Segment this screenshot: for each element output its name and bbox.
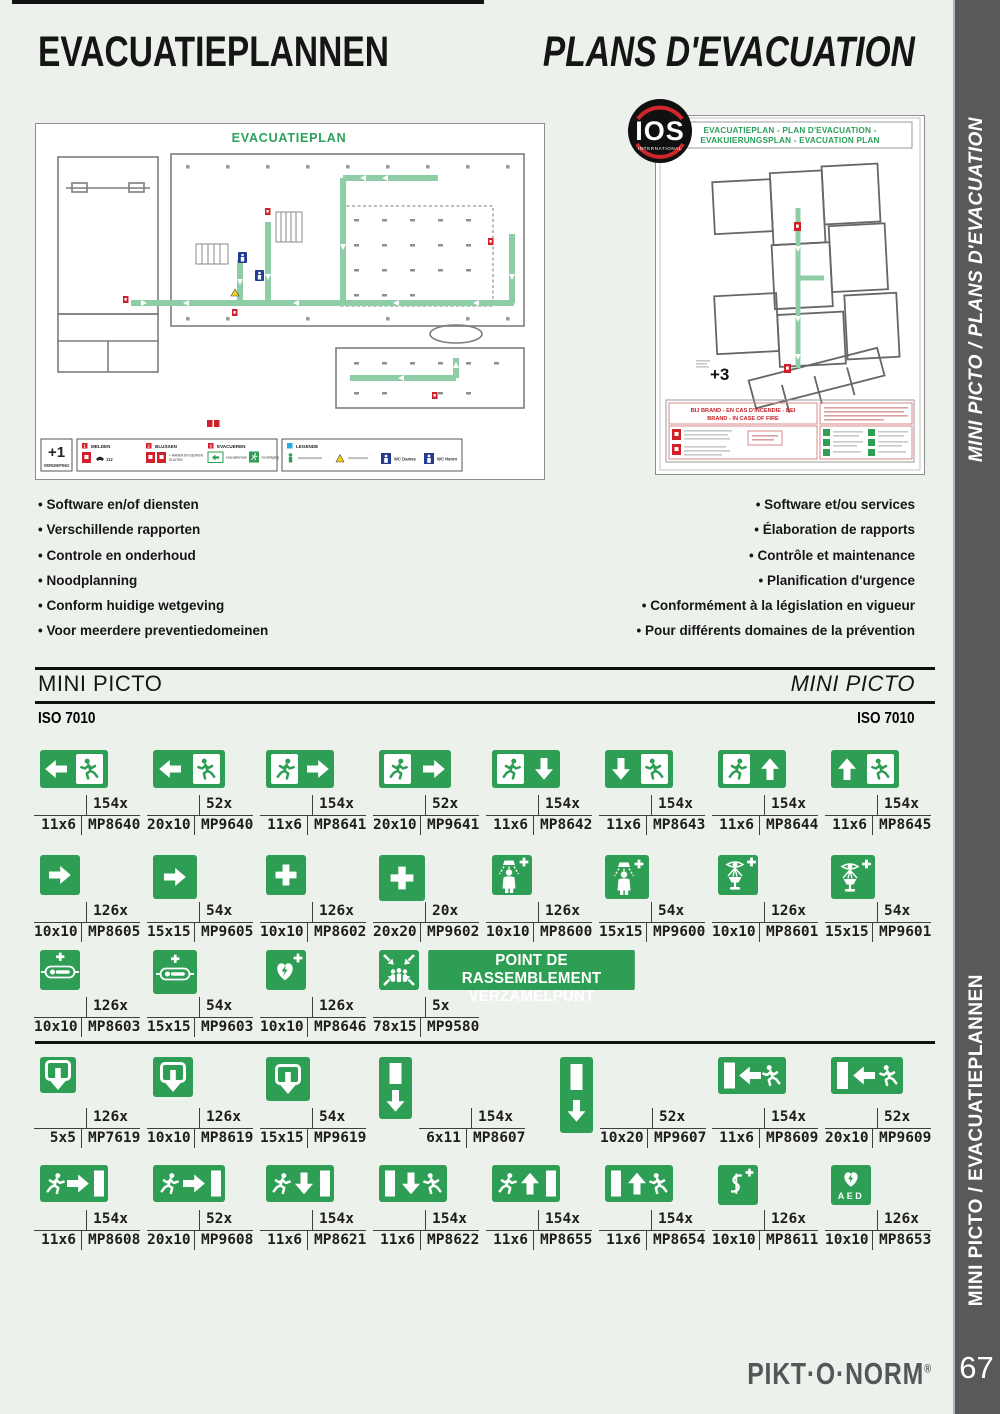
size: 20x10	[147, 1232, 191, 1248]
feature-item: • Software et/ou services	[636, 492, 915, 517]
floor-number: +1	[47, 444, 66, 461]
arrow-left-exit-man-icon	[40, 750, 108, 788]
picto-label	[34, 1108, 140, 1148]
product-code: MP8600	[533, 923, 592, 942]
product-code: MP8646	[307, 1018, 366, 1037]
picto-mp8641	[266, 750, 376, 833]
picto-mp8609	[718, 1057, 828, 1146]
multilingual-evacuation-plan-drawing	[656, 116, 924, 474]
product-code: MP8608	[81, 1231, 140, 1250]
picto-mp8644	[718, 750, 828, 833]
picto-label	[147, 1108, 253, 1148]
product-code: MP9603	[194, 1018, 253, 1037]
size: 10x10	[260, 924, 304, 940]
product-code: MP8602	[307, 923, 366, 942]
iso-standard-label: ISO 7010	[38, 710, 96, 727]
picto-label	[260, 1108, 366, 1148]
quantity: 126x	[538, 902, 580, 922]
sidebar-label-top: MINI PICTO / PLANS D'EVACUATION	[965, 117, 987, 463]
quantity: 126x	[86, 902, 128, 922]
picto-mp8654	[605, 1165, 715, 1248]
features-list-french	[636, 492, 915, 644]
size: 11x6	[267, 817, 302, 833]
picto-mp8619	[147, 1057, 263, 1146]
picto-mp9619	[260, 1057, 376, 1146]
product-code: MP8653	[872, 1231, 931, 1250]
emergency-number: 112	[106, 457, 113, 462]
picto-mp8645	[831, 750, 941, 833]
size: 11x6	[41, 817, 76, 833]
banner-line-french: POINT DE RASSEMBLEMENT	[461, 952, 602, 987]
picto-label	[600, 1108, 706, 1148]
product-code: MP8601	[759, 923, 818, 942]
size: 15x15	[147, 924, 191, 940]
print-mark	[12, 0, 484, 4]
picto-mp9607	[560, 1057, 707, 1146]
picto-mp9601	[825, 855, 941, 940]
picto-label	[599, 902, 705, 942]
ios-logo-subtext: INTERNATIONAL	[637, 146, 683, 151]
assembly-point-banner	[428, 950, 635, 1005]
quantity: 54x	[199, 997, 232, 1017]
section-divider-top	[35, 667, 935, 670]
picto-mp9602	[373, 855, 489, 940]
arrow-down-exit-man-icon	[605, 750, 673, 788]
quantity: 52x	[877, 1108, 910, 1128]
size: 20x20	[373, 924, 417, 940]
door-arrow-down-icon	[379, 1057, 412, 1119]
picto-mp8603	[34, 950, 150, 1035]
plan-header-line1: EVACUATIEPLAN - PLAN D'EVACUATION -	[703, 126, 877, 135]
quantity: 154x	[538, 1210, 580, 1230]
iso-standard-label: ISO 7010	[857, 710, 915, 727]
feature-item: • Élaboration de rapports	[636, 517, 915, 542]
arrow-right-icon	[40, 855, 80, 895]
product-code: MP8619	[194, 1129, 253, 1148]
quantity: 54x	[312, 1108, 345, 1128]
page-number: 67	[959, 1350, 994, 1385]
quantity: 52x	[199, 1210, 232, 1230]
step-label-evacueren: EVACUEREN	[217, 444, 246, 449]
picto-mp8608	[40, 1165, 150, 1248]
quantity: 154x	[471, 1108, 513, 1128]
evacuation-floorplan-drawing	[36, 124, 544, 479]
picto-mp8622	[379, 1165, 489, 1248]
quantity: 126x	[877, 1210, 919, 1230]
quantity: 126x	[86, 1108, 128, 1128]
picto-label	[34, 1210, 140, 1250]
man-arrow-right-door-icon	[40, 1165, 108, 1202]
svg-text:1: 1	[83, 443, 86, 449]
quantity: 54x	[199, 902, 232, 922]
picto-label	[373, 902, 479, 942]
quantity: 154x	[86, 1210, 128, 1230]
feature-item: • Contrôle et maintenance	[636, 543, 915, 568]
aed-icon	[831, 1165, 871, 1205]
svg-text:2: 2	[147, 443, 150, 449]
product-code: MP8603	[81, 1018, 140, 1037]
door-arrow-down-man-icon	[379, 1165, 447, 1202]
feature-item: • Voor meerdere preventiedomeinen	[38, 618, 268, 643]
product-code: MP8644	[759, 816, 818, 835]
size: 78x15	[373, 1019, 417, 1035]
ios-international-logo	[626, 97, 694, 165]
man-arrow-right-door-icon	[153, 1165, 225, 1202]
size: 10x10	[34, 1019, 78, 1035]
size: 15x15	[825, 924, 869, 940]
picto-mp9605	[147, 855, 263, 940]
plan-header-line2: EVAKUIERUNGSPLAN - EVACUATION PLAN	[700, 136, 880, 145]
break-glass-icon	[40, 1057, 76, 1093]
product-code: MP9602	[420, 923, 479, 942]
man-arrow-down-door-icon	[266, 1165, 334, 1202]
quantity: 126x	[86, 997, 128, 1017]
picto-mp8653	[825, 1165, 941, 1248]
picto-mp9603	[147, 950, 263, 1035]
size: 15x15	[147, 1019, 191, 1035]
picto-label	[34, 902, 140, 942]
picto-label	[260, 1210, 366, 1250]
ios-logo-text: IOS	[635, 116, 685, 146]
size: 11x6	[267, 1232, 302, 1248]
size: 11x6	[380, 1232, 415, 1248]
size: 15x15	[599, 924, 643, 940]
picto-mp8607	[379, 1057, 526, 1146]
man-arrow-up-door-icon	[492, 1165, 560, 1202]
product-code: MP8640	[81, 816, 140, 835]
product-code: MP9608	[194, 1231, 253, 1250]
picto-label	[419, 1108, 525, 1148]
floor-number: +3	[710, 365, 730, 384]
door-arrow-left-man-icon	[718, 1057, 786, 1094]
product-code: MP8605	[81, 923, 140, 942]
quantity: 126x	[312, 997, 354, 1017]
quantity: 20x	[425, 902, 458, 922]
product-code: MP9609	[872, 1129, 931, 1148]
size: 11x6	[606, 817, 641, 833]
registered-mark: ®	[924, 1361, 932, 1376]
exit-label: nooduitgang	[261, 455, 280, 460]
picto-mp8646	[260, 950, 376, 1035]
quantity: 154x	[651, 795, 693, 815]
product-code: MP9601	[872, 923, 931, 942]
banner-line-dutch: VERZAMELPUNT	[468, 988, 595, 1005]
feature-item: • Conform huidige wetgeving	[38, 593, 268, 618]
svg-text:+ RAMEN EN DEUREN: + RAMEN EN DEUREN	[169, 453, 203, 458]
picto-mp9600	[599, 855, 715, 940]
section-divider-bottom	[35, 701, 935, 704]
assembly-point-icon	[379, 950, 419, 990]
stretcher-icon	[40, 950, 80, 990]
break-glass-icon	[266, 1057, 310, 1101]
picto-mp8601	[712, 855, 828, 940]
size: 20x10	[373, 817, 417, 833]
plan-title: EVACUATIEPLAN	[231, 131, 347, 145]
product-code: MP9600	[646, 923, 705, 942]
picto-mp9608	[147, 1165, 263, 1248]
product-code: MP9641	[420, 816, 479, 835]
picto-mp8655	[492, 1165, 602, 1248]
size: 15x15	[260, 1130, 304, 1146]
product-code: MP7619	[81, 1129, 140, 1148]
picto-mp7619	[40, 1057, 150, 1146]
picto-label	[486, 902, 592, 942]
quantity: 52x	[652, 1108, 685, 1128]
product-code: MP9607	[647, 1129, 706, 1148]
quantity: 154x	[425, 1210, 467, 1230]
svg-text:SLUITEN: SLUITEN	[169, 458, 183, 462]
size: 10x10	[712, 924, 756, 940]
feature-item: • Pour différents domaines de la prévention	[636, 618, 915, 643]
quantity: 154x	[764, 795, 806, 815]
feature-item: • Verschillende rapporten	[38, 517, 268, 542]
picto-label	[712, 1108, 818, 1148]
size: 11x6	[719, 1130, 754, 1146]
size: 5x5	[49, 1130, 76, 1146]
picto-label	[147, 997, 253, 1037]
floor-word: VERDIEPING	[43, 463, 70, 468]
size: 20x10	[825, 1130, 869, 1146]
fire-instructions-line1: BIJ BRAND - EN CAS D'INCENDIE - BEI	[690, 408, 796, 414]
stretcher-icon	[153, 950, 197, 994]
picto-label	[486, 1210, 592, 1250]
mini-picto-grid	[35, 745, 935, 1305]
product-code: MP9605	[194, 923, 253, 942]
arrow-left-exit-man-icon	[153, 750, 225, 788]
door-arrow-left-man-icon	[831, 1057, 903, 1094]
picto-label	[486, 795, 592, 835]
aed-heart-icon	[266, 950, 306, 990]
picto-label	[712, 902, 818, 942]
product-code: MP8643	[646, 816, 705, 835]
piktonorm-logo: PIKT·O·NORM®	[747, 1356, 932, 1391]
section-title-italic: MINI PICTO	[790, 671, 915, 696]
quantity: 5x	[425, 997, 449, 1017]
sidebar-label-bottom: MINI PICTO / EVACUATIEPLANNEN	[965, 973, 987, 1307]
first-aid-cross-icon	[379, 855, 425, 901]
picto-mp8621	[266, 1165, 376, 1248]
quantity: 126x	[312, 902, 354, 922]
picto-mp9640	[147, 750, 263, 833]
legend-title: LEGENDE	[296, 444, 319, 449]
step-label-melden: MELDEN	[91, 444, 111, 449]
picto-label	[260, 997, 366, 1037]
safety-shower-icon	[605, 855, 649, 899]
product-code: MP8654	[646, 1231, 705, 1250]
size: 11x6	[606, 1232, 641, 1248]
picto-label	[373, 1210, 479, 1250]
picto-label	[34, 997, 140, 1037]
safety-shower-icon	[492, 855, 532, 895]
quantity: 52x	[199, 795, 232, 815]
picto-mp8643	[605, 750, 715, 833]
quantity: 54x	[877, 902, 910, 922]
picto-mp8602	[260, 855, 376, 940]
section-title: MINI PICTO	[38, 671, 163, 696]
picto-label	[599, 1210, 705, 1250]
feature-item: • Software en/of diensten	[38, 492, 268, 517]
quantity: 154x	[764, 1108, 806, 1128]
size: 11x6	[493, 1232, 528, 1248]
size: 10x10	[260, 1019, 304, 1035]
quantity: 126x	[764, 1210, 806, 1230]
product-code: MP8611	[759, 1231, 818, 1250]
quantity: 154x	[312, 795, 354, 815]
product-code: MP8655	[533, 1231, 592, 1250]
size: 11x6	[493, 817, 528, 833]
quantity: 126x	[199, 1108, 241, 1128]
size: 10x10	[147, 1130, 191, 1146]
quantity: 154x	[538, 795, 580, 815]
grid-separator	[35, 1041, 935, 1044]
picto-mp8600	[486, 855, 602, 940]
exit-man-arrow-up-icon	[718, 750, 786, 788]
product-code: MP8607	[466, 1129, 525, 1148]
picto-mp9641	[373, 750, 489, 833]
size: 10x10	[712, 1232, 756, 1248]
size: 20x10	[147, 817, 191, 833]
size: 10x10	[34, 924, 78, 940]
size: 11x6	[41, 1232, 76, 1248]
eyewash-station-icon	[831, 855, 875, 899]
picto-mp8605	[34, 855, 150, 940]
product-code: MP9640	[194, 816, 253, 835]
picto-mp8642	[492, 750, 602, 833]
size: 11x6	[719, 817, 754, 833]
picto-label	[260, 795, 366, 835]
feature-item: • Conformément à la législation en vigueur	[636, 593, 915, 618]
arrow-right-icon	[153, 855, 197, 899]
quantity: 52x	[425, 795, 458, 815]
esculape-icon	[718, 1165, 758, 1205]
quantity: 154x	[877, 795, 919, 815]
picto-label	[260, 902, 366, 942]
picto-label	[34, 795, 140, 835]
picto-label	[373, 795, 479, 835]
picto-label	[825, 1210, 931, 1250]
feature-item: • Noodplanning	[38, 568, 268, 593]
quantity: 126x	[764, 902, 806, 922]
page-title-dutch: EVACUATIEPLANNEN	[38, 28, 389, 76]
door-arrow-up-man-icon	[605, 1165, 673, 1202]
size: 10x10	[486, 924, 530, 940]
picto-label	[147, 902, 253, 942]
page-title-french: PLANS D'EVACUATION	[543, 28, 915, 76]
first-aid-cross-icon	[266, 855, 306, 895]
picto-mp9609	[825, 1057, 941, 1146]
exit-man-arrow-right-icon	[266, 750, 334, 788]
break-glass-icon	[153, 1057, 193, 1097]
right-evacuation-plan-figure	[655, 115, 925, 475]
feature-item: • Planification d'urgence	[636, 568, 915, 593]
eyewash-station-icon	[718, 855, 758, 895]
wc-dames-label: WC Dames	[394, 456, 416, 462]
picto-mp8640	[40, 750, 150, 833]
fire-instructions-line2: BRAND - IN CASE OF FIRE	[707, 416, 779, 422]
size: 10x10	[825, 1232, 869, 1248]
picto-label	[712, 795, 818, 835]
product-code: MP8645	[872, 816, 931, 835]
features-list-dutch	[38, 492, 268, 644]
quantity: 54x	[651, 902, 684, 922]
feature-item: • Controle en onderhoud	[38, 543, 268, 568]
picto-label	[825, 795, 931, 835]
picto-label	[599, 795, 705, 835]
product-code: MP8609	[759, 1129, 818, 1148]
arrow-up-exit-man-icon	[831, 750, 899, 788]
size: 11x6	[832, 817, 867, 833]
picto-label	[147, 795, 253, 835]
size: 10x20	[600, 1130, 644, 1146]
picto-mp8611	[712, 1165, 828, 1248]
product-code: MP8641	[307, 816, 366, 835]
picto-label	[825, 1108, 931, 1148]
door-arrow-down-icon	[560, 1057, 593, 1133]
product-code: MP8642	[533, 816, 592, 835]
product-code: MP8622	[420, 1231, 479, 1250]
picto-label	[712, 1210, 818, 1250]
left-evacuation-plan-figure	[35, 123, 545, 480]
quantity: 154x	[312, 1210, 354, 1230]
svg-text:3: 3	[209, 443, 212, 449]
picto-label	[825, 902, 931, 942]
product-code: MP8621	[307, 1231, 366, 1250]
route-label: evacuatieroute	[226, 455, 247, 460]
exit-man-arrow-down-icon	[492, 750, 560, 788]
step-label-blussen: BLUSSEN	[155, 444, 177, 449]
size: 6x11	[426, 1130, 461, 1146]
quantity: 154x	[86, 795, 128, 815]
aed-letters: AED	[837, 1191, 865, 1201]
picto-label	[147, 1210, 253, 1250]
exit-man-arrow-right-icon	[379, 750, 451, 788]
quantity: 154x	[651, 1210, 693, 1230]
product-code: MP9580	[420, 1018, 479, 1037]
product-code: MP9619	[307, 1129, 366, 1148]
wc-heren-label: WC Heren	[437, 456, 458, 462]
